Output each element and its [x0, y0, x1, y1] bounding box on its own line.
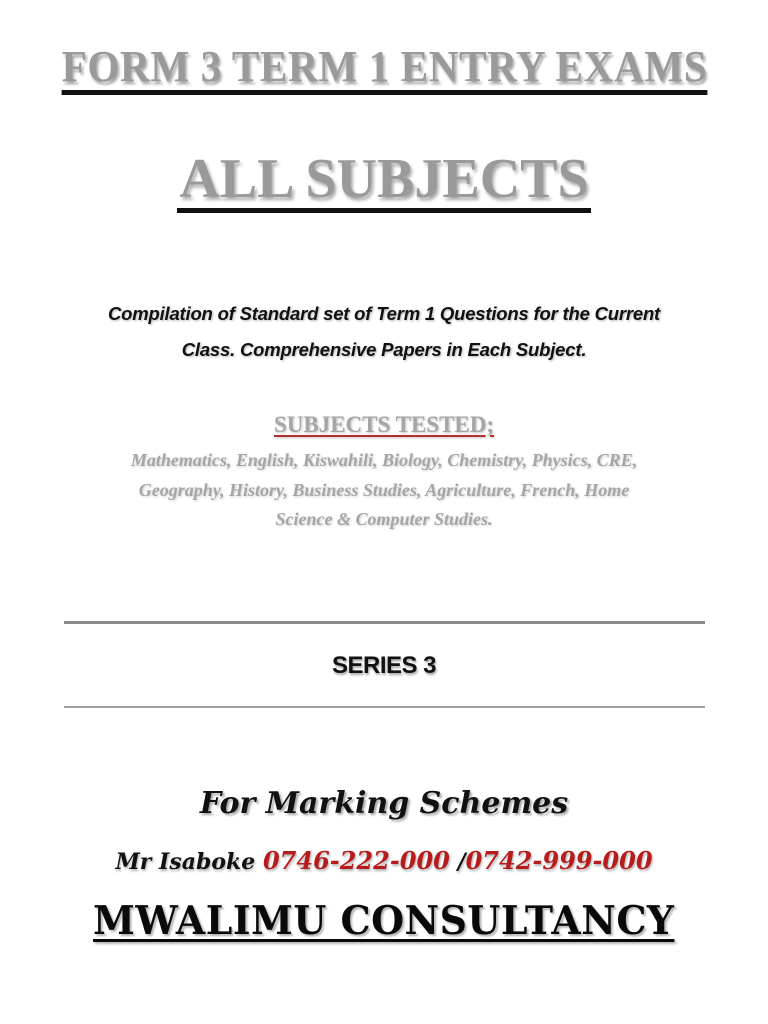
divider-bottom: [64, 706, 705, 708]
phone-separator: /: [457, 849, 466, 875]
series-label: SERIES 3: [331, 652, 437, 679]
main-heading: [0, 44, 768, 95]
compilation-line-2: Class. Comprehensive Papers in Each Subject.: [181, 339, 587, 360]
subjects-tested-heading: [0, 412, 768, 438]
compilation-line-1: Compilation of Standard set of Term 1 Questions for the Current: [107, 303, 661, 324]
phone-number-1: 0746-222-000: [262, 846, 450, 875]
subjects-line-1: Mathematics, English, Kiswahili, Biology, Chemistry, Physics, CRE,: [130, 450, 638, 470]
contact-name: Mr Isaboke: [115, 849, 256, 875]
marking-schemes-heading: For Marking Schemes: [199, 786, 569, 821]
subjects-line-3: Science & Computer Studies.: [275, 509, 493, 529]
subjects-list: [108, 446, 660, 535]
brand-name: MWALIMU CONSULTANCY: [93, 898, 675, 944]
divider-top: [64, 621, 705, 624]
contact-line: [0, 846, 768, 875]
brand-footer: [0, 898, 768, 944]
subjects-tested-label: SUBJECTS TESTED;: [273, 412, 495, 437]
exam-title: FORM 3 TERM 1 ENTRY EXAMS: [61, 44, 707, 95]
all-subjects-title: ALL SUBJECTS: [177, 150, 590, 213]
phone-number-2: 0742-999-000: [465, 846, 653, 875]
sub-heading: [0, 150, 768, 213]
subjects-line-2: Geography, History, Business Studies, Agriculture, French, Home: [138, 479, 630, 500]
compilation-description: [80, 296, 688, 368]
